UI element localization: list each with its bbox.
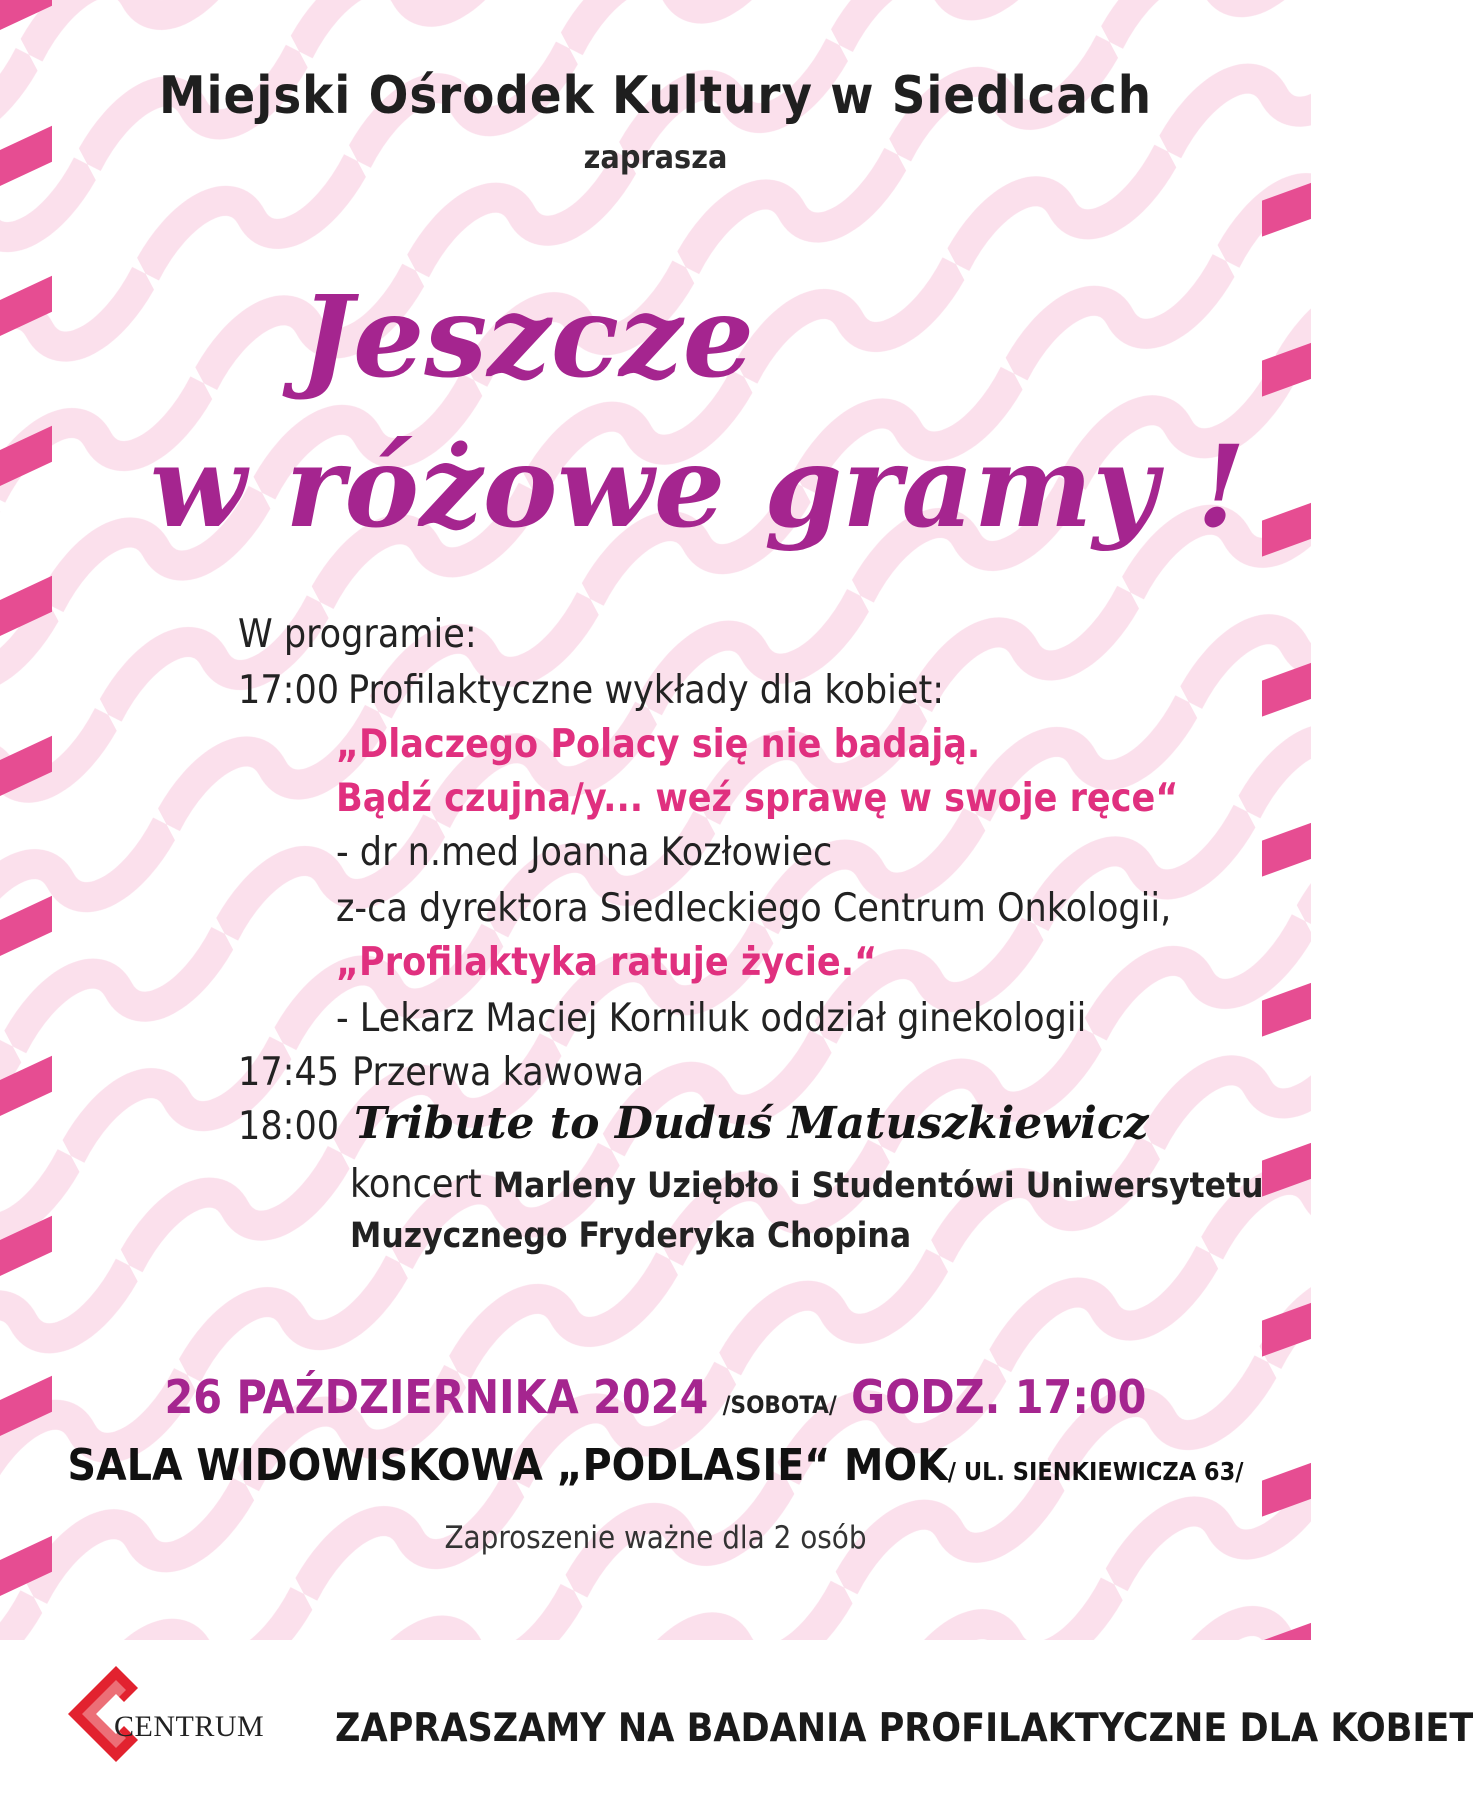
event-time: GODZ. 17:00 (851, 1370, 1147, 1424)
concert-performers-line2: Muzycznego Fryderyka Chopina (350, 1216, 912, 1256)
lectures-heading: Profilaktyczne wykłady dla kobiet: (348, 668, 945, 713)
event-date-line (0, 1370, 1311, 1424)
logo-text: CENTRUM (114, 1710, 265, 1743)
lecture1-title-line2: Bądź czujna/y... weź sprawę w swoje ręce“ (336, 776, 1179, 821)
coffee-break: Przerwa kawowa (352, 1050, 645, 1095)
lecture1-title-line1: „Dlaczego Polacy się nie badają. (336, 722, 981, 767)
event-title-line1: Jeszcze (300, 272, 754, 403)
time-1800: 18:00 (238, 1104, 340, 1149)
event-day: /SOBOTA/ (722, 1391, 837, 1419)
concert-performers: Marleny Uziębło i Studentówi Uniwersytetu (492, 1166, 1264, 1206)
lecture1-speaker: - dr n.med Joanna Kozłowiec (336, 830, 833, 875)
venue-address: / UL. SIENKIEWICZA 63/ (947, 1457, 1244, 1486)
footer-invitation: ZAPRASZAMY NA BADANIA PROFILAKTYCZNE DLA KOBIET (335, 1706, 1473, 1751)
lecture1-speaker-role: z-ca dyrektora Siedleckiego Centrum Onkologii, (336, 886, 1172, 931)
venue-line (0, 1440, 1311, 1491)
event-date: 26 PAŹDZIERNIKA 2024 (164, 1370, 709, 1424)
event-title-line2: w różowe gramy ! (150, 422, 1246, 553)
invitation-validity: Zaproszenie ważne dla 2 osób (444, 1520, 867, 1556)
organizer-name: Miejski Ośrodek Kultury w Siedlcach (158, 66, 1153, 126)
lecture2-speaker: - Lekarz Maciej Korniluk oddział ginekologii (336, 996, 1087, 1041)
time-1700: 17:00 (238, 668, 340, 713)
concert-prefix: koncert (350, 1162, 493, 1207)
time-1745: 17:45 (238, 1050, 340, 1095)
venue-name: SALA WIDOWISKOWA „PODLASIE“ MOK (67, 1440, 948, 1491)
concert-performers-line1 (350, 1162, 1264, 1207)
lecture2-title: „Profilaktyka ratuje życie.“ (336, 940, 878, 985)
program-heading: W programie: (238, 612, 477, 657)
concert-title: Tribute to Duduś Matuszkiewicz (354, 1098, 1149, 1149)
invites-text: zaprasza (583, 138, 728, 176)
